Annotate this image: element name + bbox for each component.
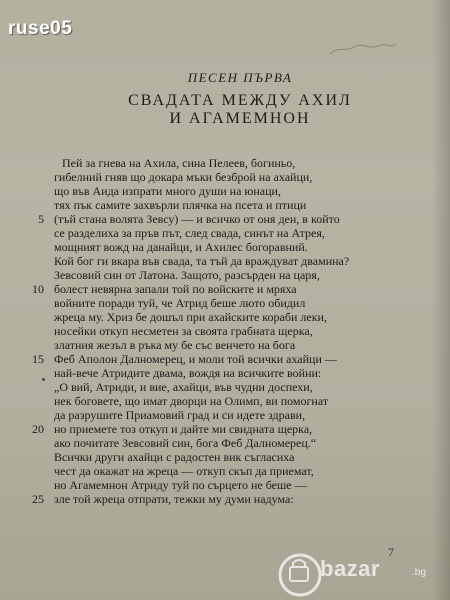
- line-number: 10: [32, 282, 44, 296]
- line-number: 15: [32, 352, 44, 366]
- poem-line: „О вий, Атриди, и вие, ахайци, във чудни доспехи,: [54, 380, 313, 394]
- poem-line: нек боговете, що имат дворци на Олимп, ви помогнат: [54, 394, 329, 408]
- poem-line: се разделиха за пръв път, след свада, синът на Атрея,: [54, 226, 325, 240]
- poem-line: носейки откуп несметен за своята грабната щерка,: [54, 324, 313, 338]
- poem-line: зле той жреца отпрати, тежки му думи надума:: [54, 492, 294, 506]
- poem-line: Всички други ахайци с радостен вик съгласиха: [54, 450, 295, 464]
- poem-line: да разрушите Приамовий град и си идете здрави,: [54, 408, 306, 422]
- poem-line: най-вече Атридите двама, вождя на всичките войни:: [54, 366, 322, 380]
- poem-line: мощният вожд на данайци, и Ахилес богоравний.: [54, 240, 308, 254]
- line-number: 5: [38, 212, 44, 226]
- poem-line: Зевсовий син от Латона. Защото, разсърден на царя,: [54, 268, 320, 282]
- poem-line: Пей за гнева на Ахила, сина Пелеев, богиньо,: [62, 156, 296, 170]
- bazar-tld-text: .bg: [412, 567, 426, 578]
- poem-line: но Агамемнон Атриду туй по сърцето не беше —: [54, 478, 307, 492]
- bazar-brand-text: bazar: [320, 556, 380, 581]
- margin-mark: [42, 378, 45, 381]
- song-title: ПЕСЕН ПЪРВА: [187, 70, 293, 85]
- chapter-header: [0, 70, 450, 128]
- poem-line: жреца му. Хриз бе дошъл при ахайските кораби леки,: [54, 310, 327, 324]
- line-number: 25: [32, 492, 44, 506]
- pencil-scribble: [328, 40, 398, 58]
- poem-line: (тъй стана волята Зевсу) — и всичко от оня ден, в който: [54, 212, 340, 226]
- poem-line: но приемете тоз откуп и дайте ми свидната щерка,: [54, 422, 313, 436]
- poem-line: тях пък самите захвърли плячка на псета и птици: [54, 198, 307, 212]
- poem-line: болест невярна запали той по войските и мряха: [54, 282, 297, 296]
- chapter-title-line-2: И АГАМЕМНОН: [169, 110, 311, 127]
- poem-line: що във Аида изпрати много души на юнаци,: [54, 184, 281, 198]
- poem-line: златния жезъл в ръка му бе със венчето на бога: [54, 338, 296, 352]
- poem-line: Кой бог ги вкара във свада, та тъй да враждуват двамина?: [54, 254, 350, 268]
- poem-line: Феб Аполон Далномерец, и моли той всички ахайци —: [54, 352, 337, 366]
- poem-line: гибелний гняв що докара мъки безброй на ахайци,: [54, 170, 313, 184]
- page-number: 7: [388, 545, 394, 559]
- poem-line: чест да окажат на жреца — откуп скъп да приемат,: [54, 464, 314, 478]
- seller-watermark: ruse05: [8, 18, 73, 39]
- line-number: 20: [32, 422, 44, 436]
- poem-line: ако почитате Зевсовий син, бога Феб Далномерец.“: [54, 436, 317, 450]
- poem-line: войните поради туй, че Атрид беше люто обидил: [54, 296, 306, 310]
- chapter-title-line-1: СВАДАТА МЕЖДУ АХИЛ: [128, 92, 352, 109]
